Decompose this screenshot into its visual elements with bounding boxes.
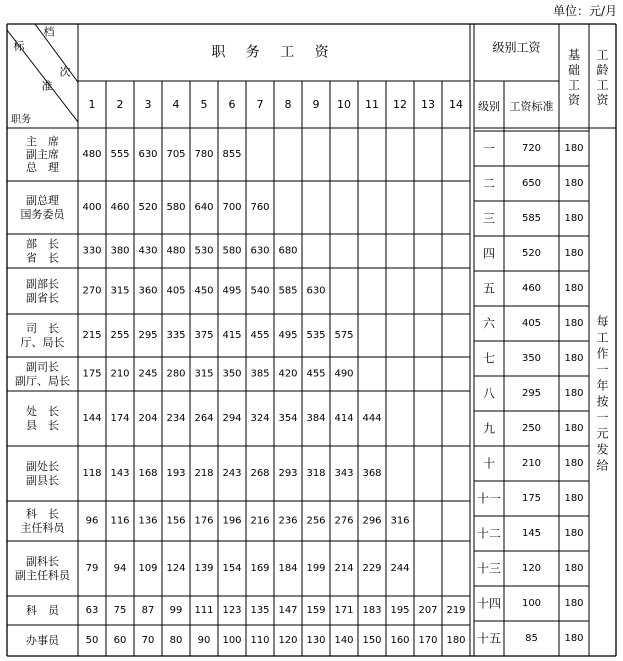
grade-salary-value: 293 xyxy=(278,468,298,479)
grade-salary-value: 245 xyxy=(138,368,158,380)
base-salary-value: 180 xyxy=(564,458,584,469)
position-title: 总 理 xyxy=(26,161,59,174)
position-title: 处 长 xyxy=(26,405,59,418)
vertical-char: 工 xyxy=(596,330,609,345)
level-number: 十四 xyxy=(476,596,502,611)
grade-salary-value: 195 xyxy=(390,605,410,616)
level-number: 七 xyxy=(482,351,496,366)
base-salary-value: 180 xyxy=(564,493,584,504)
level-number: 一 xyxy=(482,141,496,156)
grade-salary-value: 234 xyxy=(166,413,186,424)
grade-salary-value: 147 xyxy=(278,605,298,616)
grade-salary-value: 460 xyxy=(110,202,130,213)
grade-salary-value: 111 xyxy=(194,605,214,616)
level-number: 二 xyxy=(482,176,496,191)
grade-salary-value: 156 xyxy=(166,515,186,527)
grade-salary-value: 535 xyxy=(306,330,326,341)
grade-salary-value: 184 xyxy=(278,563,298,574)
position-title: 部 长 xyxy=(26,237,59,251)
grade-salary-value: 354 xyxy=(278,413,298,424)
level-number: 十五 xyxy=(476,631,502,646)
base-salary-value: 180 xyxy=(564,143,584,154)
position-title: 主任科员 xyxy=(20,521,65,535)
grade-salary-value: 199 xyxy=(306,563,326,574)
position-title: 副主任科员 xyxy=(15,569,70,582)
level-number: 八 xyxy=(482,386,496,401)
grade-salary-value: 294 xyxy=(222,413,242,424)
base-salary-value: 180 xyxy=(564,353,584,364)
grade-salary-value: 96 xyxy=(85,515,99,527)
grade-salary-value: 530 xyxy=(194,245,214,257)
grade-salary-value: 350 xyxy=(222,368,242,380)
grade-salary-value: 455 xyxy=(306,368,326,380)
vertical-char: 资 xyxy=(567,93,581,107)
grid-line xyxy=(35,24,78,82)
grade-salary-value: 180 xyxy=(446,635,466,646)
grade-salary-value: 384 xyxy=(306,413,326,424)
unit-label: 单位：元/月 xyxy=(552,4,617,18)
grade-number: 11 xyxy=(365,98,379,111)
seniority-salary-header xyxy=(596,48,609,107)
grade-salary-value: 480 xyxy=(166,245,186,257)
position-title: 副厅、局长 xyxy=(15,374,70,388)
grade-salary-value: 575 xyxy=(334,330,354,341)
grade-number: 10 xyxy=(337,98,351,111)
grade-number: 13 xyxy=(421,98,435,111)
grade-salary-value: 154 xyxy=(222,563,242,574)
grade-salary-value: 420 xyxy=(278,368,298,380)
position-title: 副司长 xyxy=(26,360,59,374)
grade-salary-value: 140 xyxy=(334,635,354,646)
level-salary-value: 720 xyxy=(521,143,542,154)
grade-salary-value: 450 xyxy=(194,285,214,297)
grade-number: 8 xyxy=(284,98,292,111)
grade-salary-value: 495 xyxy=(278,330,298,341)
grade-salary-value: 324 xyxy=(250,413,270,424)
level-salary-value: 85 xyxy=(525,633,538,644)
vertical-char: 一 xyxy=(596,362,609,377)
level-salary-value: 460 xyxy=(521,283,542,294)
grade-salary-value: 99 xyxy=(169,605,183,616)
grade-salary-value: 256 xyxy=(306,515,326,527)
grade-salary-value: 100 xyxy=(222,635,242,646)
grade-salary-value: 79 xyxy=(85,563,99,574)
level-salary-value: 350 xyxy=(521,353,542,364)
grade-salary-value: 360 xyxy=(138,285,158,297)
base-salary-value: 180 xyxy=(564,598,584,609)
base-salary-value: 180 xyxy=(564,248,584,259)
grade-salary-value: 343 xyxy=(334,468,354,479)
grade-salary-value: 268 xyxy=(250,468,270,479)
base-salary-header xyxy=(568,48,581,107)
grade-salary-value: 136 xyxy=(138,515,158,527)
base-salary-value: 180 xyxy=(564,388,584,399)
grade-salary-value: 130 xyxy=(306,635,326,646)
grade-salary-value: 270 xyxy=(82,285,102,297)
grade-number: 5 xyxy=(200,98,208,111)
position-salary-header: 职 务 工 资 xyxy=(211,44,337,61)
level-salary-value: 405 xyxy=(521,318,542,329)
grade-salary-value: 400 xyxy=(82,202,102,213)
level-salary-value: 520 xyxy=(521,248,542,259)
level-salary-value: 295 xyxy=(521,388,542,399)
grade-salary-value: 75 xyxy=(113,605,127,616)
grade-salary-value: 276 xyxy=(334,515,354,527)
vertical-char: 年 xyxy=(596,378,609,393)
grade-number: 12 xyxy=(393,98,407,111)
base-salary-value: 180 xyxy=(564,528,584,539)
corner-ci: 次 xyxy=(59,65,71,79)
vertical-char: 资 xyxy=(596,93,609,107)
grade-salary-value: 705 xyxy=(166,149,186,160)
corner-zhun: 准 xyxy=(41,79,53,93)
grade-salary-value: 169 xyxy=(250,563,270,574)
grade-salary-value: 116 xyxy=(110,515,130,527)
grade-salary-value: 94 xyxy=(113,563,127,574)
grade-salary-value: 318 xyxy=(306,468,326,479)
grade-number: 9 xyxy=(312,98,320,111)
vertical-char: 按 xyxy=(596,394,609,409)
grade-salary-value: 160 xyxy=(390,635,410,646)
position-title: 办事员 xyxy=(26,634,59,647)
position-title: 科 员 xyxy=(26,604,59,617)
vertical-char: 作 xyxy=(596,346,609,361)
grade-salary-value: 385 xyxy=(250,368,270,380)
salary-table-grid xyxy=(7,24,616,656)
level-number: 五 xyxy=(482,281,496,296)
position-title: 副省长 xyxy=(26,291,59,305)
position-title: 县 长 xyxy=(26,419,59,432)
level-salary-value: 175 xyxy=(521,493,542,504)
level-header: 级别 xyxy=(478,100,500,113)
grade-salary-value: 295 xyxy=(138,330,158,341)
grade-salary-value: 580 xyxy=(166,202,186,213)
base-salary-value: 180 xyxy=(564,423,584,434)
grade-salary-value: 123 xyxy=(222,605,242,616)
position-title: 副县长 xyxy=(26,474,59,487)
grade-salary-value: 444 xyxy=(362,413,382,424)
grade-salary-value: 168 xyxy=(138,468,158,479)
grade-salary-value: 640 xyxy=(194,202,214,213)
grade-salary-value: 124 xyxy=(166,563,186,574)
level-salary-value: 100 xyxy=(521,598,542,609)
base-salary-value: 180 xyxy=(564,633,584,644)
grade-salary-value: 580 xyxy=(222,245,242,257)
grade-salary-value: 207 xyxy=(418,605,438,616)
level-number: 十三 xyxy=(476,561,502,576)
vertical-char: 元 xyxy=(596,426,609,441)
base-salary-value: 180 xyxy=(564,283,584,294)
grade-salary-value: 174 xyxy=(110,413,130,424)
grade-salary-value: 219 xyxy=(446,605,466,616)
level-salary-value: 210 xyxy=(521,458,542,469)
grade-salary-value: 855 xyxy=(222,149,242,160)
vertical-char: 一 xyxy=(596,410,609,425)
grade-salary-value: 335 xyxy=(166,330,186,341)
level-number: 十二 xyxy=(476,526,502,541)
grade-salary-value: 216 xyxy=(250,515,270,527)
grade-salary-value: 316 xyxy=(390,515,410,527)
grade-salary-value: 50 xyxy=(85,635,99,646)
grade-number: 3 xyxy=(144,98,152,111)
grade-salary-value: 375 xyxy=(194,330,214,341)
salary-standard-header: 工资标准 xyxy=(509,100,554,113)
grade-salary-value: 176 xyxy=(194,515,214,527)
grade-salary-value: 193 xyxy=(166,468,186,479)
vertical-char: 工 xyxy=(596,78,609,92)
grade-salary-value: 264 xyxy=(194,413,214,424)
position-title: 省 长 xyxy=(26,251,59,265)
base-salary-value: 180 xyxy=(564,213,584,224)
grade-salary-value: 210 xyxy=(110,368,130,380)
grade-salary-value: 490 xyxy=(334,368,354,380)
base-salary-value: 180 xyxy=(564,563,584,574)
grade-salary-value: 80 xyxy=(169,635,183,646)
grade-salary-value: 455 xyxy=(250,330,270,341)
salary-table xyxy=(7,24,616,656)
grade-number: 6 xyxy=(228,98,236,111)
grade-salary-value: 109 xyxy=(138,563,158,574)
level-number: 十 xyxy=(482,456,496,471)
grade-salary-value: 170 xyxy=(418,635,438,646)
grade-salary-value: 196 xyxy=(222,515,242,527)
vertical-char: 每 xyxy=(596,314,609,329)
level-number: 九 xyxy=(482,421,496,436)
grade-salary-value: 414 xyxy=(334,413,354,424)
grade-salary-value: 315 xyxy=(110,285,130,297)
position-title: 副部长 xyxy=(26,277,59,291)
grade-salary-value: 175 xyxy=(82,368,102,380)
grade-salary-value: 236 xyxy=(278,515,298,527)
grade-salary-value: 380 xyxy=(110,245,130,257)
grade-salary-value: 135 xyxy=(250,605,270,616)
corner-zhiwu: 职务 xyxy=(11,114,31,126)
grade-salary-value: 90 xyxy=(197,635,211,646)
grade-salary-value: 70 xyxy=(141,635,155,646)
grade-number: 7 xyxy=(256,98,264,111)
grade-salary-value: 139 xyxy=(194,563,214,574)
level-salary-value: 250 xyxy=(521,423,542,434)
grade-salary-value: 280 xyxy=(166,368,186,380)
grade-number: 1 xyxy=(88,98,96,111)
grade-salary-value: 585 xyxy=(278,285,298,297)
base-salary-value: 180 xyxy=(564,178,584,189)
level-salary-value: 585 xyxy=(521,213,542,224)
grade-salary-value: 204 xyxy=(138,413,158,424)
grade-salary-value: 430 xyxy=(138,245,158,257)
grade-salary-value: 60 xyxy=(113,635,127,646)
grade-salary-value: 215 xyxy=(82,330,102,341)
grade-salary-value: 630 xyxy=(306,285,326,297)
grade-salary-value: 214 xyxy=(334,563,354,574)
grade-salary-value: 680 xyxy=(278,245,298,257)
grade-salary-value: 218 xyxy=(194,468,214,479)
grade-salary-value: 315 xyxy=(194,368,214,380)
position-title: 厅、局长 xyxy=(20,336,65,349)
position-title: 主 席 xyxy=(26,135,59,148)
level-number: 三 xyxy=(482,211,496,226)
position-title: 副处长 xyxy=(26,460,59,473)
grade-salary-value: 110 xyxy=(250,635,270,646)
grade-salary-value: 243 xyxy=(222,468,242,479)
grade-salary-value: 540 xyxy=(250,285,270,297)
grade-salary-value: 760 xyxy=(250,202,270,213)
vertical-char: 基 xyxy=(567,48,581,62)
grade-salary-value: 555 xyxy=(110,149,130,160)
grade-salary-value: 296 xyxy=(362,515,382,527)
grade-salary-value: 63 xyxy=(85,605,99,616)
grade-number: 4 xyxy=(172,98,180,111)
position-title: 科 长 xyxy=(26,507,59,521)
grade-salary-value: 405 xyxy=(166,285,186,297)
grade-salary-value: 495 xyxy=(222,285,242,297)
grade-number: 2 xyxy=(116,98,124,111)
grade-salary-value: 143 xyxy=(110,468,130,479)
grade-salary-value: 183 xyxy=(362,605,382,616)
base-salary-value: 180 xyxy=(564,318,584,329)
vertical-char: 给 xyxy=(596,458,609,473)
grade-salary-value: 229 xyxy=(362,563,382,574)
position-title: 副主席 xyxy=(26,148,59,161)
vertical-char: 础 xyxy=(567,63,581,77)
level-number: 四 xyxy=(482,246,496,261)
grade-salary-value: 120 xyxy=(278,635,298,646)
grade-salary-value: 159 xyxy=(306,605,326,616)
position-title: 副科长 xyxy=(26,555,59,568)
grade-salary-value: 244 xyxy=(390,563,410,574)
corner-dang: 档 xyxy=(43,25,55,39)
vertical-char: 工 xyxy=(567,78,581,92)
level-number: 六 xyxy=(482,316,496,331)
grade-salary-value: 780 xyxy=(194,149,214,160)
grade-salary-value: 415 xyxy=(222,330,242,341)
grade-salary-value: 630 xyxy=(138,149,158,160)
level-salary-header: 级别工资 xyxy=(492,40,541,55)
vertical-char: 工 xyxy=(596,48,609,62)
grade-salary-value: 118 xyxy=(82,468,102,479)
position-title: 司 长 xyxy=(26,322,59,335)
grade-salary-value: 171 xyxy=(334,605,354,616)
position-title: 副总理 xyxy=(26,194,59,207)
grade-salary-value: 87 xyxy=(141,605,155,616)
grade-number: 14 xyxy=(449,98,463,111)
level-salary-value: 145 xyxy=(521,528,542,539)
grade-salary-value: 700 xyxy=(222,202,242,213)
grade-salary-value: 630 xyxy=(250,245,270,257)
seniority-note xyxy=(596,314,609,473)
grade-salary-value: 150 xyxy=(362,635,382,646)
grade-salary-value: 144 xyxy=(82,413,102,424)
level-number: 十一 xyxy=(476,491,502,506)
grade-salary-value: 255 xyxy=(110,330,130,341)
grade-salary-value: 480 xyxy=(82,149,102,160)
vertical-char: 发 xyxy=(596,442,609,457)
grade-salary-value: 368 xyxy=(362,468,382,479)
level-salary-value: 650 xyxy=(521,178,542,189)
vertical-char: 龄 xyxy=(596,63,609,77)
grade-salary-value: 520 xyxy=(138,202,158,213)
level-salary-value: 120 xyxy=(521,563,542,574)
position-title: 国务委员 xyxy=(20,208,65,221)
grade-salary-value: 330 xyxy=(82,245,102,257)
corner-biao: 标 xyxy=(13,39,25,53)
